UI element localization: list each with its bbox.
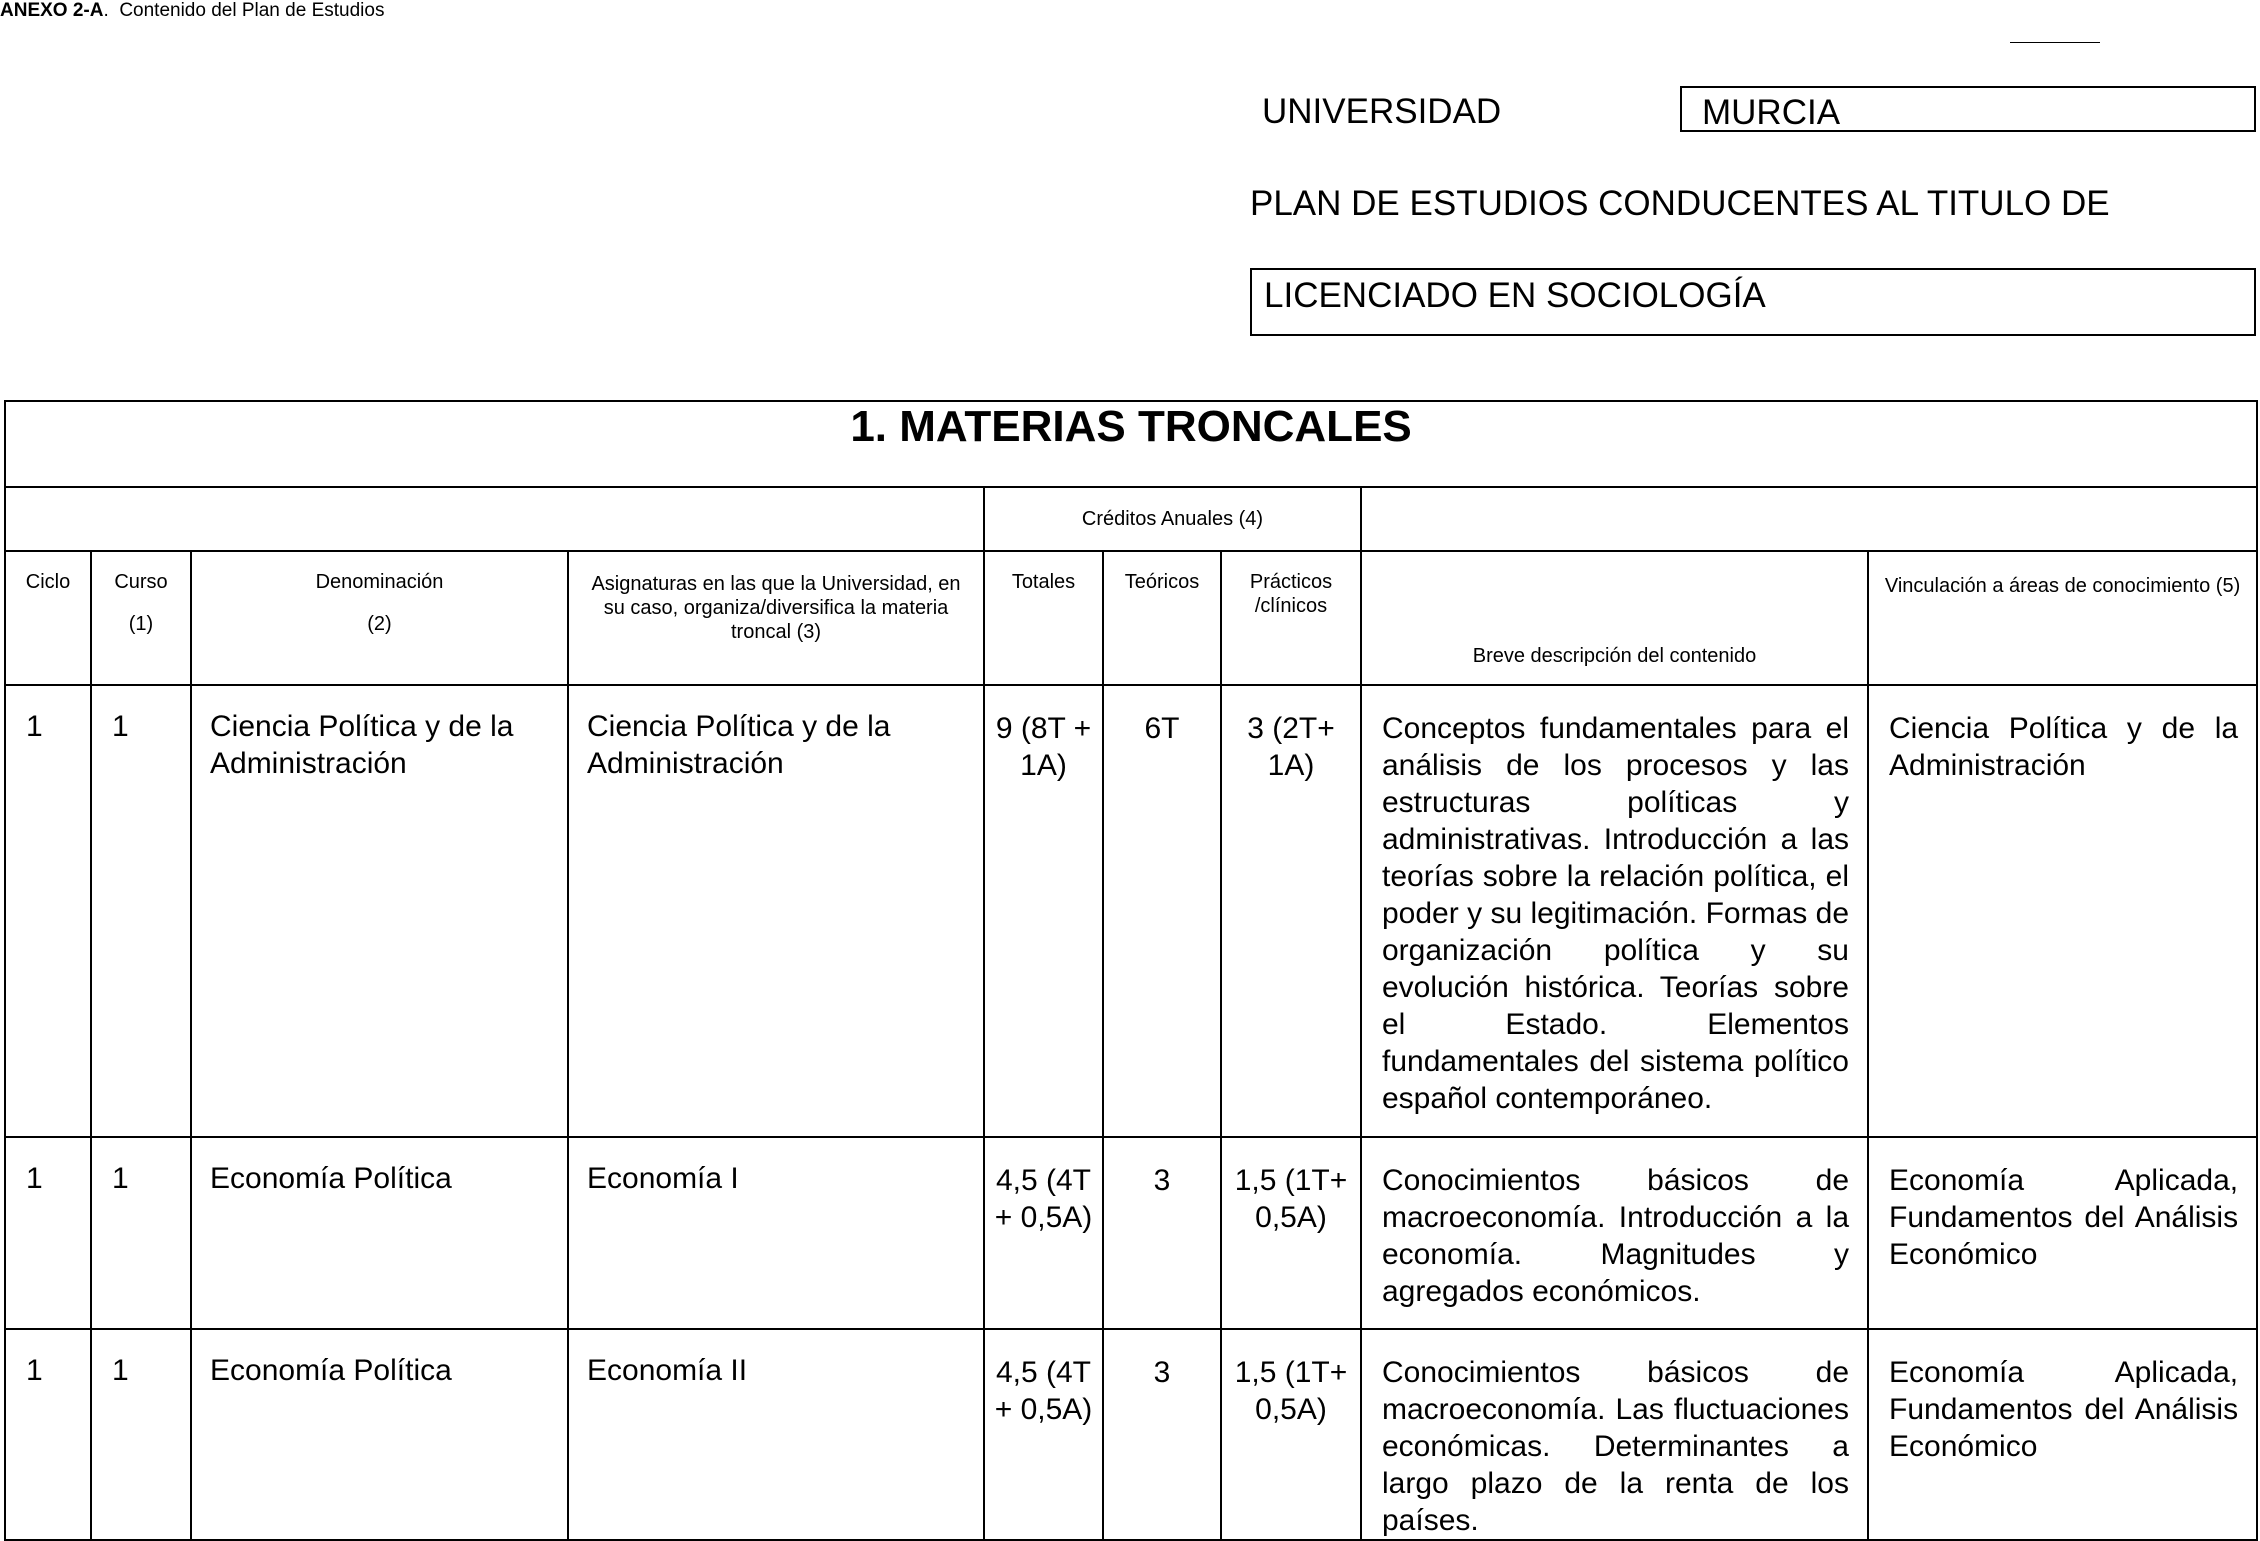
col-vinculacion: Vinculación a áreas de conocimiento (5)	[1868, 551, 2257, 685]
annex-title: Contenido del Plan de Estudios	[119, 0, 385, 21]
col-practicos: Prácticos /clínicos	[1221, 551, 1361, 685]
annex-heading: ANEXO 2-A. Contenido del Plan de Estudios	[0, 0, 385, 21]
credits-group-header: Créditos Anuales (4)	[984, 487, 1361, 551]
university-value: MURCIA	[1702, 93, 1841, 132]
annex-code: ANEXO 2-A	[0, 0, 104, 21]
cell-denominacion: Economía Política	[191, 1329, 568, 1540]
cell-practicos: 1,5 (1T+ 0,5A)	[1221, 1329, 1361, 1540]
cell-teoricos: 3	[1103, 1137, 1221, 1329]
col-denominacion	[191, 551, 568, 685]
degree-title: LICENCIADO EN SOCIOLOGÍA	[1264, 276, 1766, 315]
col-totales: Totales	[984, 551, 1103, 685]
cell-descripcion: Conocimientos básicos de macroeconomía. Las fluctuaciones económicas. Determinantes a largo plazo de la renta de los países.	[1361, 1329, 1868, 1540]
col-ciclo: Ciclo	[5, 551, 91, 685]
cell-denominacion: Economía Política	[191, 1137, 568, 1329]
cell-descripcion: Conocimientos básicos de macroeconomía. Introducción a la economía. Magnitudes y agregados económicos.	[1361, 1137, 1868, 1329]
cell-teoricos: 6T	[1103, 685, 1221, 1137]
col-denominacion-note: (2)	[367, 613, 392, 635]
cell-curso: 1	[91, 1329, 191, 1540]
col-descripcion: Breve descripción del contenido	[1361, 551, 1868, 685]
cell-asignaturas: Economía I	[568, 1137, 984, 1329]
credits-spacer-left	[5, 487, 984, 551]
col-denominacion-label: Denominación	[315, 571, 444, 593]
cell-totales: 9 (8T + 1A)	[984, 685, 1103, 1137]
cell-practicos: 1,5 (1T+ 0,5A)	[1221, 1137, 1361, 1329]
cell-practicos: 3 (2T+ 1A)	[1221, 685, 1361, 1137]
col-curso	[91, 551, 191, 685]
plan-label: PLAN DE ESTUDIOS CONDUCENTES AL TITULO DE	[1250, 184, 2110, 223]
col-asignaturas: Asignaturas en las que la Universidad, en su caso, organiza/diversifica la materia troncal (3)	[568, 551, 984, 685]
cell-vinculacion: Economía Aplicada, Fundamentos del Análisis Económico	[1868, 1137, 2257, 1329]
curriculum-table	[4, 400, 2258, 1541]
university-label: UNIVERSIDAD	[1262, 92, 1502, 131]
col-curso-label: Curso	[114, 571, 168, 593]
cell-curso: 1	[91, 1137, 191, 1329]
cell-ciclo: 1	[5, 1137, 91, 1329]
cell-ciclo: 1	[5, 1329, 91, 1540]
table-row	[5, 685, 2257, 1137]
cell-vinculacion: Ciencia Política y de la Administración	[1868, 685, 2257, 1137]
credits-spacer-right	[1361, 487, 2257, 551]
degree-box	[1250, 268, 2256, 336]
cell-totales: 4,5 (4T + 0,5A)	[984, 1329, 1103, 1540]
cell-curso: 1	[91, 685, 191, 1137]
cell-ciclo: 1	[5, 685, 91, 1137]
university-box	[1680, 86, 2256, 132]
table-row	[5, 1329, 2257, 1540]
col-teoricos: Teóricos	[1103, 551, 1221, 685]
cell-vinculacion: Economía Aplicada, Fundamentos del Análisis Económico	[1868, 1329, 2257, 1540]
section-title: 1. MATERIAS TRONCALES	[5, 401, 2257, 487]
cell-asignaturas: Economía II	[568, 1329, 984, 1540]
cell-descripcion: Conceptos fundamentales para el análisis de los procesos y las estructuras políticas y administrativas. Introducción a las teorías sobre la relación política, el poder y su legitimación. Formas de organización política y su evolución histórica. Teorías sobre el Estado. Elementos fundamentales del sistema político español contemporáneo.	[1361, 685, 1868, 1137]
cell-totales: 4,5 (4T + 0,5A)	[984, 1137, 1103, 1329]
col-curso-note: (1)	[128, 613, 154, 635]
cell-asignaturas: Ciencia Política y de la Administración	[568, 685, 984, 1137]
table-row	[5, 1137, 2257, 1329]
cell-denominacion: Ciencia Política y de la Administración	[191, 685, 568, 1137]
cell-teoricos: 3	[1103, 1329, 1221, 1540]
header-rule	[2010, 42, 2100, 43]
